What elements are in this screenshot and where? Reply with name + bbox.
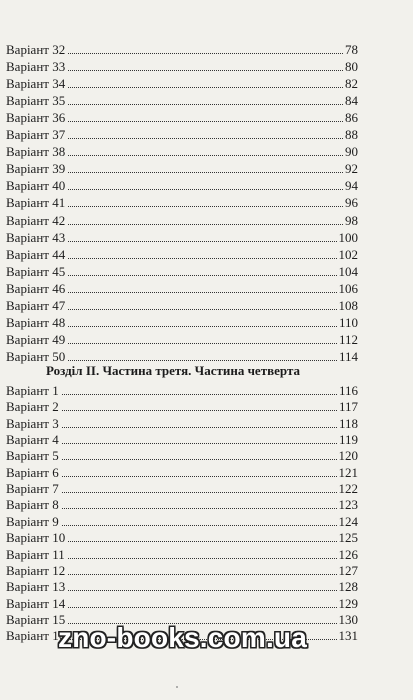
dot-leader: [68, 360, 337, 361]
toc-entry: [6, 57, 358, 75]
toc-entry: [6, 397, 358, 415]
dot-leader: [62, 443, 337, 444]
toc-entry: [6, 296, 358, 314]
toc-entry: [6, 479, 358, 497]
toc-entry-label: Варіант 12: [6, 562, 66, 578]
toc-entry: [6, 594, 358, 612]
toc-entry-page-number: 100: [338, 229, 358, 245]
dot-leader: [68, 258, 336, 259]
toc-entry-page-number: 94: [345, 178, 358, 194]
dot-leader: [68, 275, 336, 276]
dot-leader: [62, 459, 337, 460]
toc-entry-page-number: 98: [345, 212, 358, 228]
toc-entry-label: Варіант 34: [6, 76, 66, 92]
toc-entry-label: Варіант 41: [6, 195, 66, 211]
toc-entry: [6, 495, 358, 513]
toc-entry: [6, 176, 358, 194]
toc-entry: [6, 446, 358, 464]
dot-leader: [68, 292, 336, 293]
toc-entry-label: Варіант 8: [6, 497, 59, 513]
toc-entry-label: Варіант 43: [6, 229, 66, 245]
dot-leader: [68, 558, 337, 559]
dot-leader: [62, 410, 337, 411]
toc-entry: [6, 512, 358, 530]
toc-entry: [6, 193, 358, 211]
toc-entry-page-number: 127: [338, 562, 358, 578]
toc-entry-label: Варіант 11: [6, 546, 65, 562]
toc-entry-label: Варіант 38: [6, 144, 66, 160]
toc-entry: [6, 108, 358, 126]
toc-entry: [6, 381, 358, 399]
toc-entry-page-number: 117: [338, 399, 358, 415]
toc-entry-page-number: 128: [338, 579, 358, 595]
dot-leader: [68, 155, 343, 156]
toc-entry-label: Варіант 46: [6, 280, 66, 296]
dot-leader: [62, 525, 337, 526]
toc-entry-page-number: 90: [345, 144, 358, 160]
toc-entry: [6, 262, 358, 280]
toc-entry-label: Варіант 10: [6, 530, 66, 546]
toc-entry: [6, 279, 358, 297]
toc-entry: [6, 313, 358, 331]
section-heading: Розділ ІІ. Частина третя. Частина четверта: [46, 363, 300, 378]
toc-entry-page-number: 108: [338, 297, 358, 313]
toc-entry-page-number: 80: [345, 59, 358, 75]
toc-entry-page-number: 112: [338, 331, 358, 347]
toc-entry: [6, 330, 358, 348]
toc-entry-label: Варіант 39: [6, 161, 66, 177]
toc-entry-label: Варіант 6: [6, 464, 59, 480]
toc-entry-page-number: 82: [345, 76, 358, 92]
toc-entry-page-number: 125: [338, 530, 358, 546]
toc-entry: [6, 545, 358, 563]
toc-entry-page-number: 123: [338, 497, 358, 513]
toc-entry: [6, 91, 358, 109]
toc-entry-page-number: 102: [338, 246, 358, 262]
toc-entry-page-number: 110: [338, 314, 358, 330]
toc-entry-label: Варіант 42: [6, 212, 66, 228]
toc-entry: [6, 40, 358, 58]
toc-entry-page-number: 78: [345, 42, 358, 57]
dot-leader: [68, 309, 336, 310]
dot-leader: [68, 541, 336, 542]
toc-entry-label: Варіант 47: [6, 297, 66, 313]
toc-entry: [6, 414, 358, 432]
toc-entry-label: Варіант 33: [6, 59, 66, 75]
dot-leader: [68, 121, 343, 122]
dot-leader: [68, 70, 343, 71]
toc-entry: [6, 159, 358, 177]
dot-leader: [62, 427, 337, 428]
toc-entry-page-number: 129: [338, 595, 358, 611]
toc-entry-label: Варіант 44: [6, 246, 66, 262]
toc-entry-page-number: 124: [338, 513, 358, 529]
toc-entry-label: Варіант 32: [6, 42, 66, 57]
dot-leader: [62, 394, 337, 395]
toc-entry-label: Варіант 9: [6, 513, 59, 529]
toc-entry-page-number: 106: [338, 280, 358, 296]
toc-entry-page-number: 122: [338, 481, 358, 497]
dot-leader: [68, 224, 343, 225]
toc-entry-label: Варіант 4: [6, 432, 59, 448]
toc-entry-page-number: 126: [338, 546, 358, 562]
toc-entry-label: Варіант 5: [6, 448, 59, 464]
toc-entry-page-number: 121: [338, 464, 358, 480]
toc-entry-page-number: 114: [338, 348, 358, 364]
dot-leader: [68, 326, 337, 327]
dot-leader: [68, 206, 343, 207]
dot-leader: [68, 574, 336, 575]
toc-entry: [6, 528, 358, 546]
dot-leader: [62, 476, 337, 477]
toc-entry: [6, 430, 358, 448]
toc-entry-page-number: 86: [345, 110, 358, 126]
toc-entry-label: Варіант 35: [6, 93, 66, 109]
toc-entry-page-number: 130: [338, 611, 358, 627]
toc-entry-label: Варіант 13: [6, 579, 66, 595]
toc-entry-page-number: 116: [338, 383, 358, 398]
watermark: zno-books.com.ua: [58, 622, 307, 653]
toc-entry-page-number: 104: [338, 263, 358, 279]
toc-entry: [6, 577, 358, 595]
toc-entry: [6, 561, 358, 579]
dot-leader: [68, 53, 343, 54]
toc-entry-label: Варіант 14: [6, 595, 66, 611]
toc-entry-page-number: 119: [338, 432, 358, 448]
dot-leader: [68, 607, 336, 608]
dot-leader: [68, 172, 343, 173]
toc-entry-label: Варіант 36: [6, 110, 66, 126]
toc-entry-page-number: 92: [345, 161, 358, 177]
toc-entry: [6, 228, 358, 246]
toc-entry: [6, 211, 358, 229]
toc-entry: [6, 142, 358, 160]
dot-leader: [68, 87, 343, 88]
toc-entry-label: Варіант 2: [6, 399, 59, 415]
toc-entry: [6, 463, 358, 481]
dot-leader: [62, 492, 337, 493]
scan-speck: [176, 686, 178, 688]
dot-leader: [68, 189, 343, 190]
toc-entry-label: Варіант 40: [6, 178, 66, 194]
dot-leader: [68, 590, 336, 591]
dot-leader: [68, 343, 337, 344]
toc-entry-label: Варіант 37: [6, 127, 66, 143]
toc-entry-label: Варіант 50: [6, 348, 66, 364]
toc-entry-label: Варіант 48: [6, 314, 66, 330]
toc-entry: [6, 74, 358, 92]
dot-leader: [62, 508, 337, 509]
toc-entry-label: Варіант 3: [6, 415, 59, 431]
toc-entry: [6, 125, 358, 143]
toc-entry-label: Варіант 15: [6, 611, 66, 627]
dot-leader: [68, 104, 343, 105]
toc-entry-page-number: 88: [345, 127, 358, 143]
toc-entry-label: Варіант 7: [6, 481, 59, 497]
toc-entry-label: Варіант 45: [6, 263, 66, 279]
toc-entry-page-number: 84: [345, 93, 358, 109]
toc-entry-page-number: 131: [338, 628, 358, 644]
toc-entry-page-number: 120: [338, 448, 358, 464]
dot-leader: [68, 241, 336, 242]
toc-entry: [6, 245, 358, 263]
toc-entry-label: Варіант 49: [6, 331, 66, 347]
dot-leader: [68, 138, 343, 139]
toc-entry-page-number: 96: [345, 195, 358, 211]
toc-entry-page-number: 118: [338, 415, 358, 431]
toc-entry-label: Варіант 1: [6, 383, 59, 398]
toc-entry-label: Варіант 16: [6, 628, 66, 644]
